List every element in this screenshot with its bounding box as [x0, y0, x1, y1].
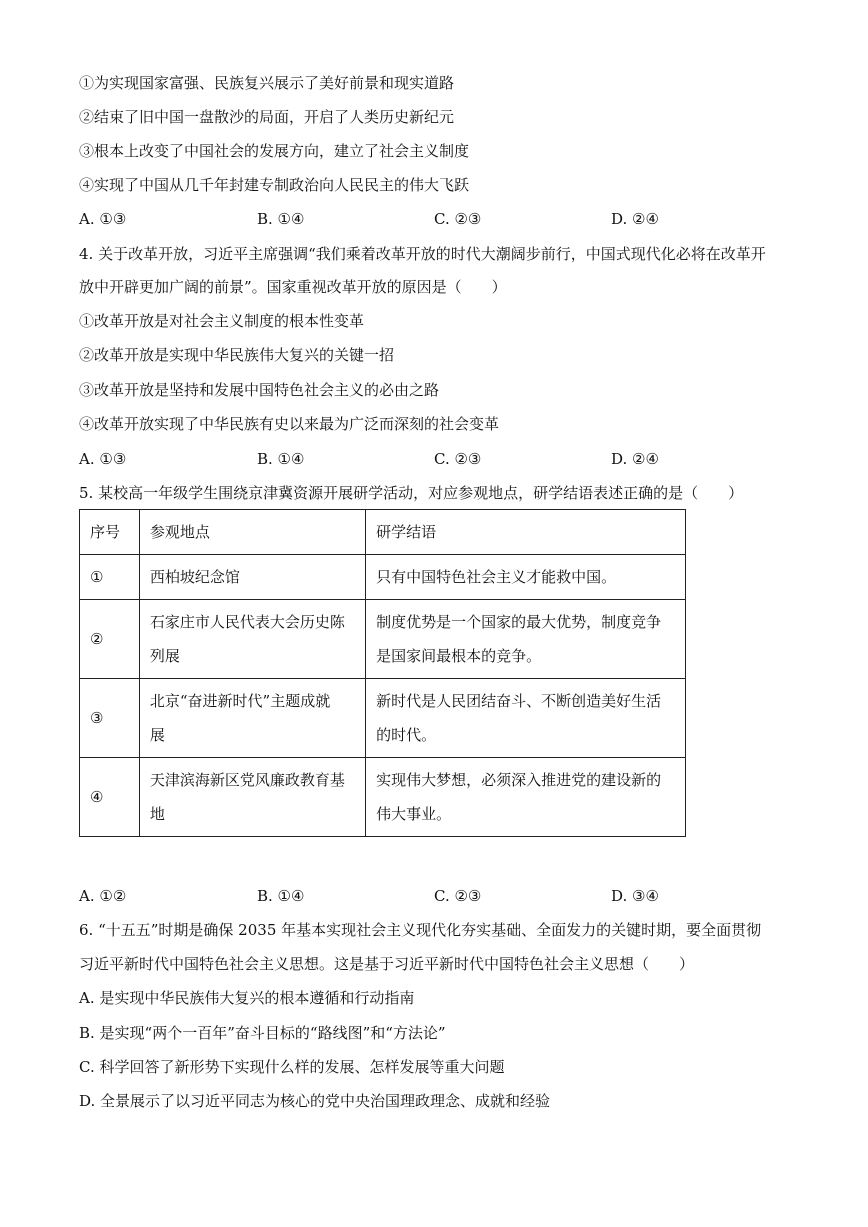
row-note — [366, 600, 686, 679]
q3-option-d: D. ②④ — [611, 210, 659, 228]
q3-item-2: ②结束了旧中国一盘散沙的局面，开启了人类历史新纪元 — [79, 108, 455, 126]
header-site: 参观地点 — [139, 510, 365, 555]
row-no: ③ — [80, 679, 140, 758]
row-note-line: 只有中国特色社会主义才能救中国。 — [376, 568, 617, 586]
table-row — [80, 758, 686, 837]
row-site-line: 列展 — [149, 647, 180, 665]
q4-option-d: D. ②④ — [611, 450, 659, 468]
row-note-line: 实现伟大梦想，必须深入推进党的建设新的 — [376, 771, 662, 789]
q4-options — [79, 449, 799, 469]
q6-option-c: C. 科学回答了新形势下实现什么样的发展、怎样发展等重大问题 — [79, 1058, 505, 1076]
q3-item-3: ③根本上改变了中国社会的发展方向，建立了社会主义制度 — [79, 142, 470, 160]
row-site — [139, 555, 365, 600]
q3-option-b: B. ①④ — [257, 210, 305, 228]
row-note-line: 伟大事业。 — [376, 805, 452, 823]
row-site-line: 西柏坡纪念馆 — [149, 568, 240, 586]
table-row — [80, 555, 686, 600]
row-site-line: 展 — [149, 726, 165, 744]
row-site — [139, 600, 365, 679]
q6-option-b: B. 是实现“两个一百年”奋斗目标的“路线图”和“方法论” — [79, 1024, 446, 1042]
row-note-line: 制度优势是一个国家的最大优势，制度竞争 — [376, 613, 662, 631]
q6-option-a: A. 是实现中华民族伟大复兴的根本遵循和行动指南 — [79, 989, 415, 1007]
q3-option-c: C. ②③ — [434, 210, 482, 228]
q6-stem-line-2: 习近平新时代中国特色社会主义思想。这是基于习近平新时代中国特色社会主义思想（ ） — [79, 955, 695, 973]
q5-option-d: D. ③④ — [611, 887, 659, 905]
q5-option-a: A. ①② — [79, 887, 127, 905]
q3-options — [79, 209, 799, 229]
q5-option-c: C. ②③ — [434, 887, 482, 905]
row-site-line: 天津滨海新区党风廉政教育基 — [149, 771, 345, 789]
row-site-line: 北京“奋进新时代”主题成就 — [149, 692, 331, 710]
header-note: 研学结语 — [366, 510, 686, 555]
q5-options — [79, 886, 799, 906]
row-site — [139, 679, 365, 758]
row-note-line: 新时代是人民团结奋斗、不断创造美好生活 — [376, 692, 662, 710]
row-site — [139, 758, 365, 837]
row-site-line: 地 — [149, 805, 165, 823]
q4-item-3: ③改革开放是坚持和发展中国特色社会主义的必由之路 — [79, 381, 440, 399]
q5-stem: 5. 某校高一年级学生围绕京津冀资源开展研学活动，对应参观地点，研学结语表述正确的是（ ） — [79, 484, 744, 502]
q5-table — [79, 509, 686, 837]
row-note — [366, 679, 686, 758]
table-row — [80, 679, 686, 758]
table-header-row — [80, 510, 686, 555]
q4-item-4: ④改革开放实现了中华民族有史以来最为广泛而深刻的社会变革 — [79, 415, 500, 433]
row-no: ② — [80, 600, 140, 679]
row-note — [366, 758, 686, 837]
row-no: ① — [80, 555, 140, 600]
q4-item-2: ②改革开放是实现中华民族伟大复兴的关键一招 — [79, 346, 395, 364]
q4-stem-line-1: 4. 关于改革开放，习近平主席强调“我们乘着改革开放的时代大潮阔步前行，中国式现代化必将在改革开 — [79, 245, 766, 263]
q5-option-b: B. ①④ — [257, 887, 305, 905]
q4-option-c: C. ②③ — [434, 450, 482, 468]
q4-option-a: A. ①③ — [79, 450, 127, 468]
q4-stem-line-2: 放中开辟更加广阔的前景”。国家重视改革开放的原因是（ ） — [79, 278, 507, 296]
q3-item-4: ④实现了中国从几千年封建专制政治向人民民主的伟大飞跃 — [79, 176, 470, 194]
q3-item-1: ①为实现国家富强、民族复兴展示了美好前景和现实道路 — [79, 74, 455, 92]
header-no: 序号 — [80, 510, 140, 555]
q6-option-d: D. 全景展示了以习近平同志为核心的党中央治国理政理念、成就和经验 — [79, 1092, 551, 1110]
row-note — [366, 555, 686, 600]
row-note-line: 是国家间最根本的竞争。 — [376, 647, 542, 665]
row-site-line: 石家庄市人民代表大会历史陈 — [149, 613, 345, 631]
q4-item-1: ①改革开放是对社会主义制度的根本性变革 — [79, 312, 365, 330]
q6-stem-line-1: 6. “十五五”时期是确保 2035 年基本实现社会主义现代化夯实基础、全面发力的关键时期，要全面贯彻 — [79, 921, 762, 939]
row-no: ④ — [80, 758, 140, 837]
row-note-line: 的时代。 — [376, 726, 437, 744]
q3-option-a: A. ①③ — [79, 210, 127, 228]
table-row — [80, 600, 686, 679]
q4-option-b: B. ①④ — [257, 450, 305, 468]
